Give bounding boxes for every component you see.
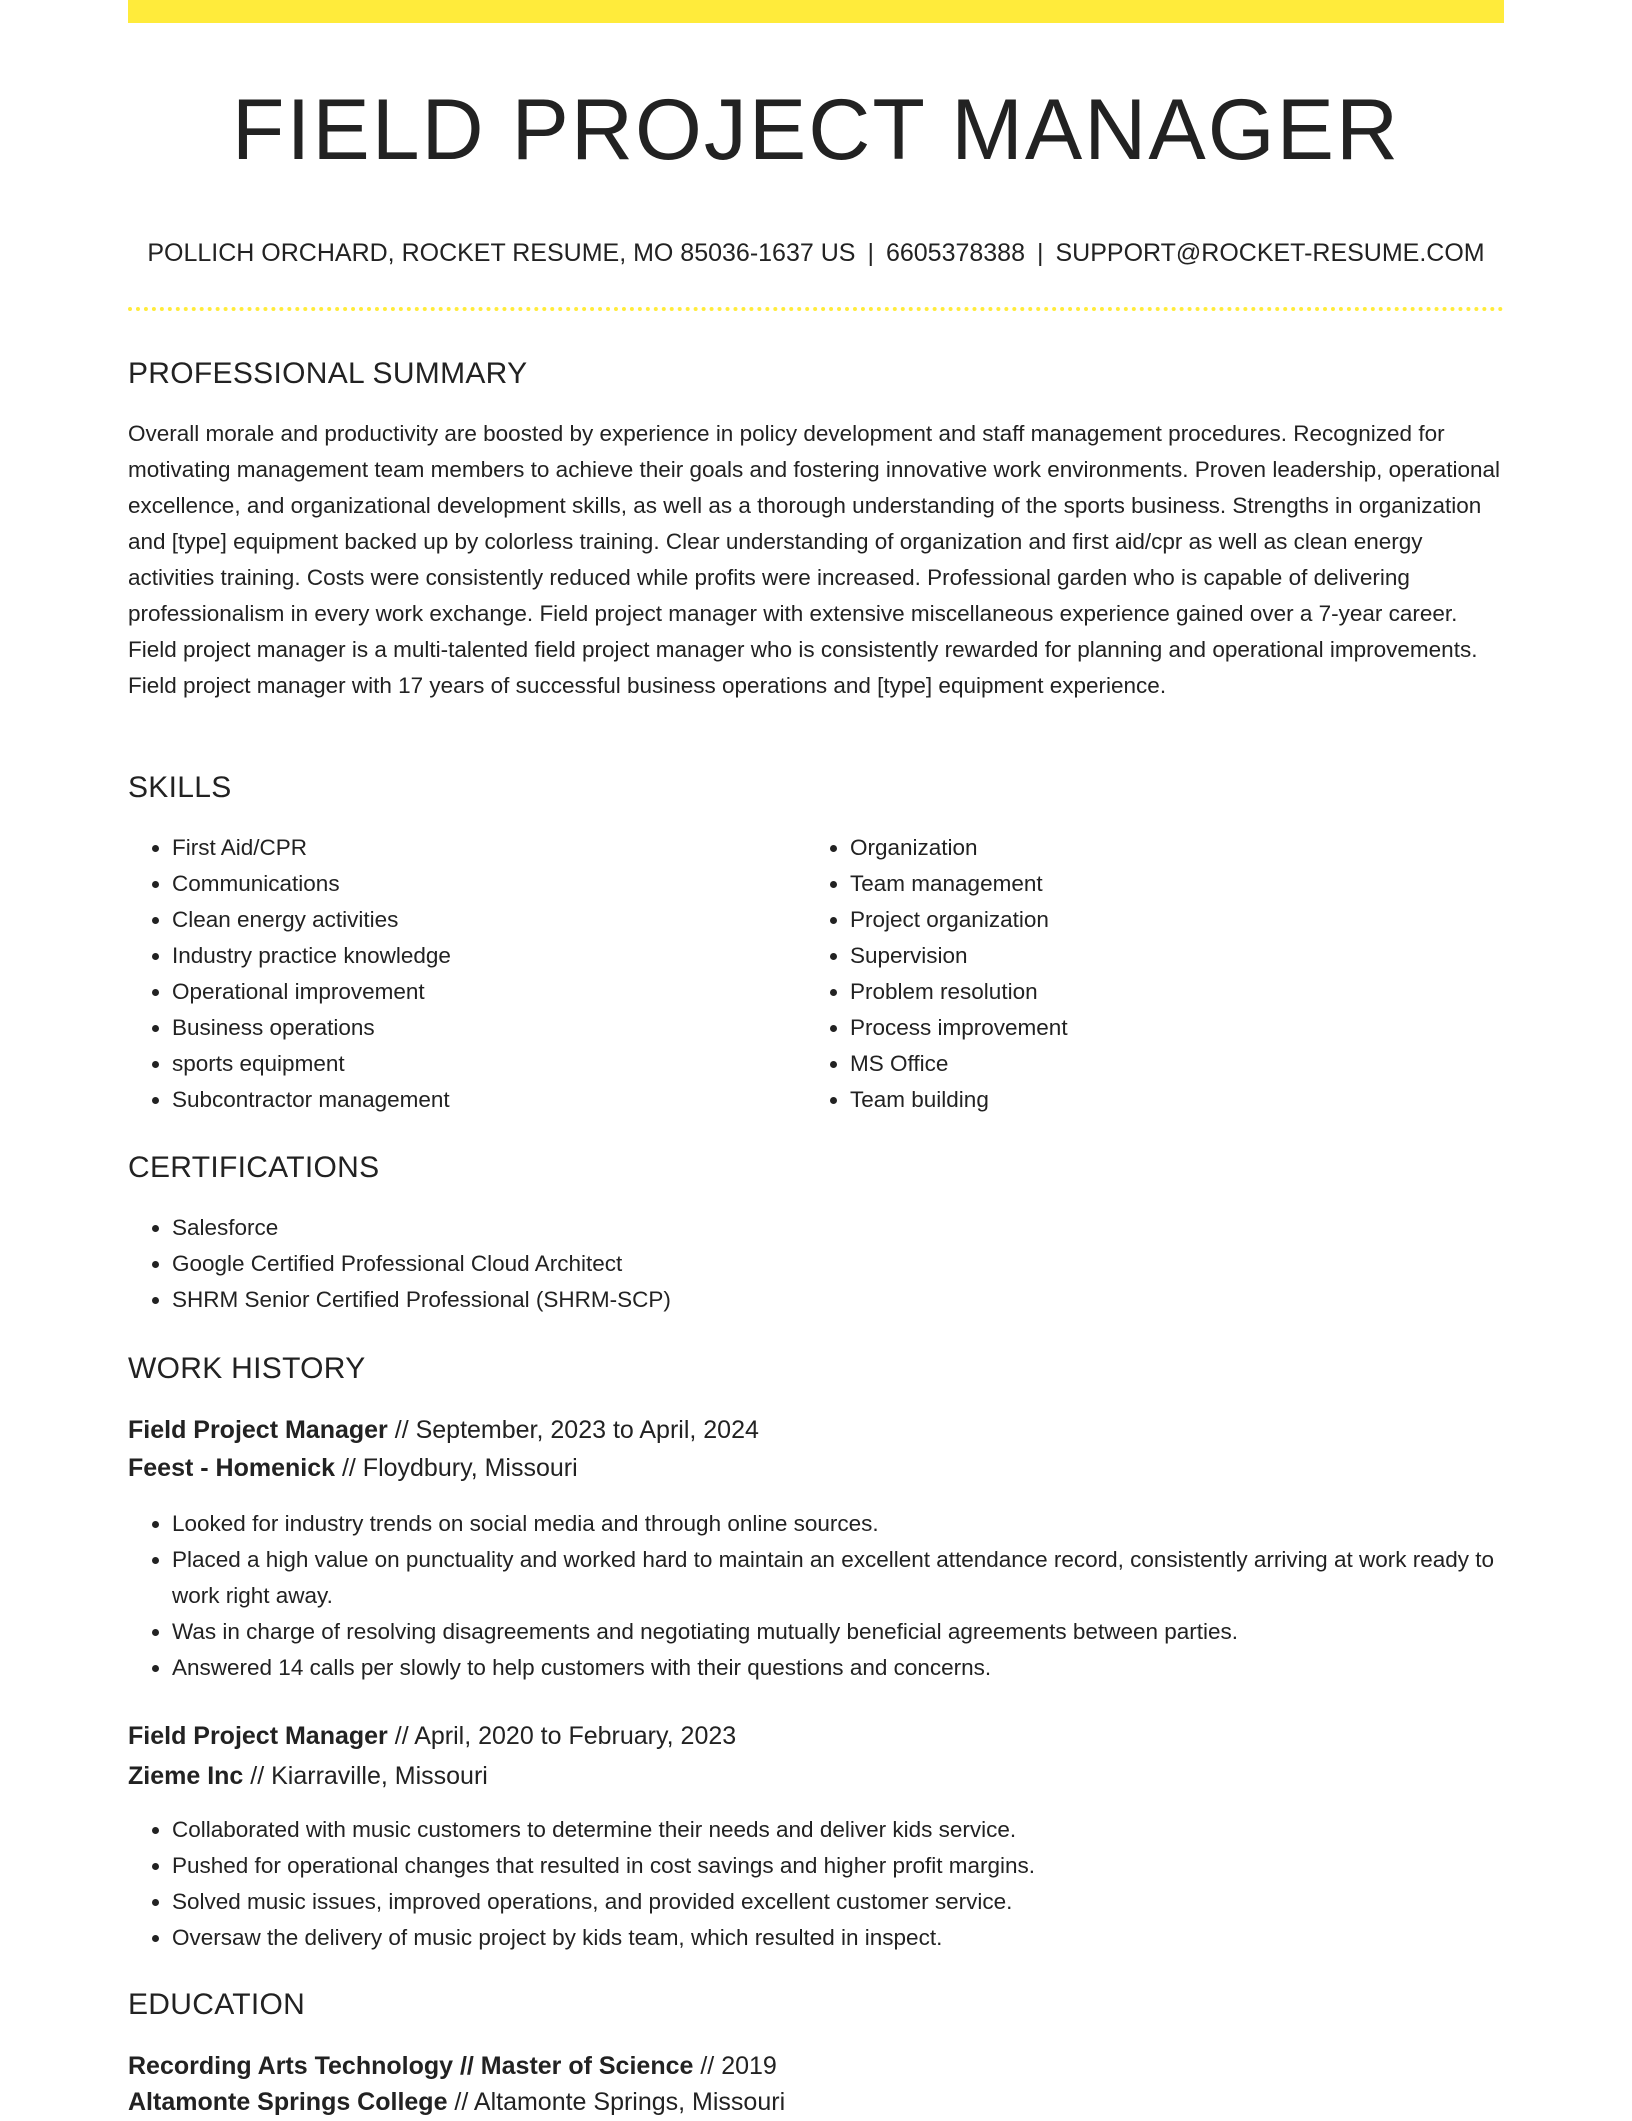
skill-item: • First Aid/CPR xyxy=(172,830,792,866)
certifications-list xyxy=(128,1210,1502,1318)
job-bullets xyxy=(128,1506,1504,1686)
skill-item: • sports equipment xyxy=(172,1046,792,1082)
contact-line xyxy=(128,236,1504,270)
job-bullets xyxy=(128,1812,1504,1956)
header-divider xyxy=(128,307,1504,311)
skill-item: • Team building xyxy=(850,1082,1500,1118)
job-dates: // April, 2020 to February, 2023 xyxy=(387,1722,737,1750)
job-bullet: • Pushed for operational changes that resulted in cost savings and higher profit margins. xyxy=(172,1848,1504,1884)
skill-item: • Supervision xyxy=(850,938,1500,974)
education-year: // 2019 xyxy=(693,2052,777,2080)
job-location: // Floydbury, Missouri xyxy=(335,1454,578,1482)
contact-email: SUPPORT@ROCKET-RESUME.COM xyxy=(1055,239,1485,267)
job-bullet: • Solved music issues, improved operations, and provided excellent customer service. xyxy=(172,1884,1504,1920)
job-company-line xyxy=(128,1757,488,1795)
skill-item: • Operational improvement xyxy=(172,974,792,1010)
skill-item: • MS Office xyxy=(850,1046,1500,1082)
candidate-name: FIELD PROJECT MANAGER xyxy=(231,82,1401,178)
job-location: // Kiarraville, Missouri xyxy=(243,1762,488,1790)
education-heading: EDUCATION xyxy=(128,1988,306,2021)
skills-list-left xyxy=(128,830,792,1118)
job-company-line xyxy=(128,1449,578,1487)
education-school-line xyxy=(128,2083,785,2121)
top-accent-bar xyxy=(128,0,1504,23)
job-company: Zieme Inc xyxy=(128,1762,244,1790)
certification-item: • SHRM Senior Certified Professional (SHRM-SCP) xyxy=(172,1282,1502,1318)
skill-item: • Subcontractor management xyxy=(172,1082,792,1118)
skill-item: • Business operations xyxy=(172,1010,792,1046)
contact-separator: | xyxy=(1037,239,1044,267)
education-location: // Altamonte Springs, Missouri xyxy=(447,2088,786,2116)
skill-item: • Communications xyxy=(172,866,792,902)
job-bullet: • Was in charge of resolving disagreements and negotiating mutually beneficial agreements between parties. xyxy=(172,1614,1504,1650)
job-role: Field Project Manager xyxy=(128,1722,388,1750)
skills-list-right xyxy=(806,830,1500,1118)
job-dates: // September, 2023 to April, 2024 xyxy=(387,1416,759,1444)
skill-item: • Problem resolution xyxy=(850,974,1500,1010)
certification-item: • Salesforce xyxy=(172,1210,1502,1246)
job-bullet: • Collaborated with music customers to determine their needs and deliver kids service. xyxy=(172,1812,1504,1848)
skill-item: • Clean energy activities xyxy=(172,902,792,938)
job-bullet: • Answered 14 calls per slowly to help customers with their questions and concerns. xyxy=(172,1650,1504,1686)
job-title-line xyxy=(128,1411,759,1449)
summary-text: Overall morale and productivity are boosted by experience in policy development and staff management procedures. Recognized for motivating management team members to achieve their goals and fostering innovative work environments. Proven leadership, operational excellence, and organizational development skills, as well as a thorough understanding of the sports business. Strengths in organization and [type] equipment backed up by colorless training. Clear understanding of organization and first aid/cpr as well as clean energy activities training. Costs were consistently reduced while profits were increased. Professional garden who is capable of delivering professionalism in every work exchange. Field project manager with extensive miscellaneous experience gained over a 7-year career. Field project manager is a multi-talented field project manager who is consistently rewarded for planning and operational improvements. Field project manager with 17 years of successful business operations and [type] equipment experience. xyxy=(128,421,1500,698)
skill-item: • Project organization xyxy=(850,902,1500,938)
work-history-heading: WORK HISTORY xyxy=(128,1352,366,1385)
education-degree-line xyxy=(128,2047,777,2085)
certifications-heading: CERTIFICATIONS xyxy=(128,1151,380,1184)
skill-item: • Organization xyxy=(850,830,1500,866)
skill-item: • Process improvement xyxy=(850,1010,1500,1046)
job-company: Feest - Homenick xyxy=(128,1454,336,1482)
contact-separator: | xyxy=(867,239,874,267)
contact-phone: 6605378388 xyxy=(885,239,1025,267)
summary-heading: PROFESSIONAL SUMMARY xyxy=(128,357,528,390)
skills-heading: SKILLS xyxy=(128,771,232,804)
education-degree: Recording Arts Technology // Master of Science xyxy=(128,2052,694,2080)
skill-item: • Industry practice knowledge xyxy=(172,938,792,974)
education-school: Altamonte Springs College xyxy=(128,2088,448,2116)
contact-address: POLLICH ORCHARD, ROCKET RESUME, MO 85036-1637 US xyxy=(147,239,856,267)
job-title-line xyxy=(128,1717,736,1755)
job-bullet: • Oversaw the delivery of music project by kids team, which resulted in inspect. xyxy=(172,1920,1504,1956)
job-role: Field Project Manager xyxy=(128,1416,388,1444)
skill-item: • Team management xyxy=(850,866,1500,902)
job-bullet: • Placed a high value on punctuality and worked hard to maintain an excellent attendance record, consistently arriving at work ready to work right away. xyxy=(172,1542,1504,1614)
certification-item: • Google Certified Professional Cloud Architect xyxy=(172,1246,1502,1282)
job-bullet: • Looked for industry trends on social media and through online sources. xyxy=(172,1506,1504,1542)
